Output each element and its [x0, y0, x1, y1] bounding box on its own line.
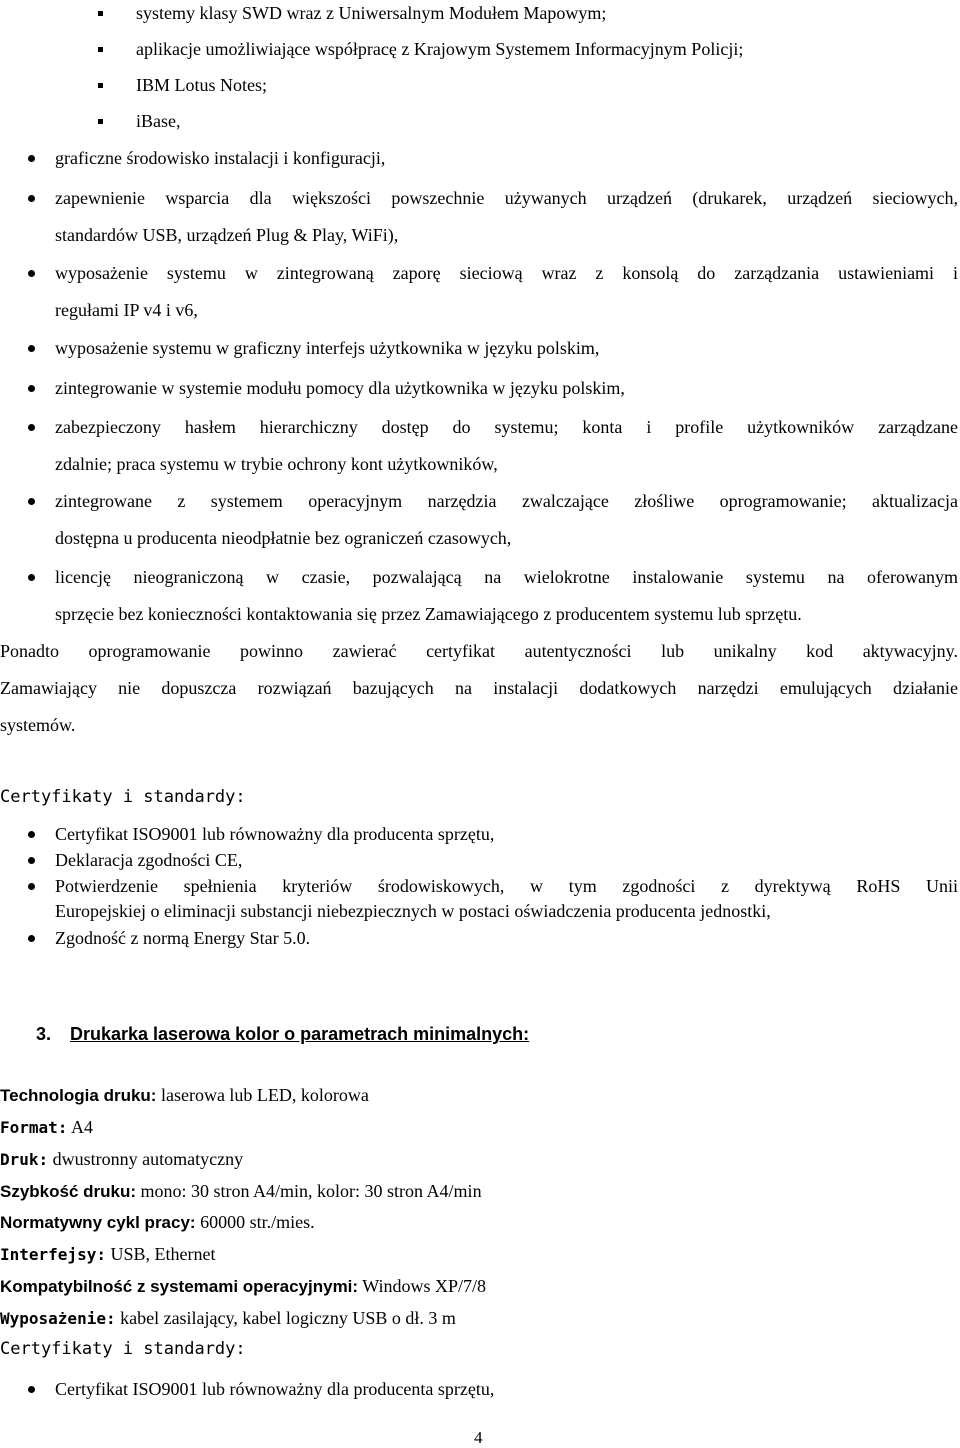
- list-item-text: Potwierdzenie spełnienia kryteriów środowiskowych, w tym zgodności z dyrektywą RoHS Unii: [55, 876, 958, 896]
- list-item-text: zintegrowane z systemem operacyjnym narzędzia zwalczające złośliwe oprogramowanie; aktualizacja: [55, 491, 958, 511]
- paragraph: [0, 640, 958, 751]
- bullet-icon: [28, 857, 35, 864]
- cert-heading: Certyfikaty i standardy:: [0, 787, 246, 807]
- list-item-text: regułami IP v4 i v6,: [55, 300, 198, 320]
- list-item-text: sprzęcie bez konieczności kontaktowania się przez Zamawiającego z producentem systemu lub sprzętu.: [55, 604, 802, 624]
- spec-key: Format:: [0, 1118, 68, 1137]
- spec-key: Szybkość druku:: [0, 1182, 137, 1201]
- section-title: Drukarka laserowa kolor o parametrach minimalnych:: [70, 1024, 530, 1044]
- spec-value: dwustronny automatyczny: [48, 1149, 244, 1169]
- list-item-text: Certyfikat ISO9001 lub równoważny dla producenta sprzętu,: [55, 824, 495, 844]
- bullet-icon: [28, 270, 35, 277]
- list-item-text: Europejskiej o eliminacji substancji niebezpiecznych w postaci oświadczenia producenta jednostki,: [55, 901, 771, 921]
- list-item-text: graficzne środowisko instalacji i konfiguracji,: [55, 148, 386, 168]
- section-heading: [36, 1024, 529, 1045]
- section-number: 3.: [36, 1024, 52, 1044]
- bullet-icon: [28, 883, 35, 890]
- bullet-icon: [28, 935, 35, 942]
- spec-value: laserowa lub LED, kolorowa: [156, 1085, 369, 1105]
- square-bullet-icon: [98, 47, 103, 52]
- list-item-text: zapewnienie wsparcia dla większości powszechnie używanych urządzeń (drukarek, urządzeń sieciowych,: [55, 188, 958, 208]
- spec-row: [0, 1243, 215, 1266]
- list-item-text: dostępna u producenta nieodpłatnie bez ograniczeń czasowych,: [55, 528, 512, 548]
- bullet-icon: [28, 424, 35, 431]
- spec-row: [0, 1307, 456, 1330]
- list-item-text: zdalnie; praca systemu w trybie ochrony kont użytkowników,: [55, 454, 498, 474]
- list-item-text: zintegrowanie w systemie modułu pomocy dla użytkownika w języku polskim,: [55, 378, 625, 398]
- list-item-text: standardów USB, urządzeń Plug & Play, WiFi),: [55, 225, 399, 245]
- list-item-text: licencję nieograniczoną w czasie, pozwalającą na wielokrotne instalowanie systemu na oferowanym: [55, 567, 958, 587]
- bullet-icon: [28, 155, 35, 162]
- spec-value: A4: [67, 1117, 93, 1137]
- cert-heading: Certyfikaty i standardy:: [0, 1339, 246, 1359]
- bullet-icon: [28, 345, 35, 352]
- list-item-text: IBM Lotus Notes;: [136, 75, 268, 95]
- list-item-text: systemy klasy SWD wraz z Uniwersalnym Modułem Mapowym;: [136, 3, 607, 23]
- bullet-icon: [28, 385, 35, 392]
- spec-row: [0, 1084, 369, 1107]
- bullet-icon: [28, 574, 35, 581]
- spec-value: Windows XP/7/8: [358, 1276, 487, 1296]
- spec-value: 60000 str./mies.: [195, 1212, 315, 1232]
- paragraph-line: Ponadto oprogramowanie powinno zawierać certyfikat autentyczności lub unikalny kod aktywacyjny.: [0, 641, 958, 661]
- spec-key: Druk:: [0, 1150, 49, 1169]
- page-number: 4: [474, 1428, 483, 1447]
- spec-row: [0, 1116, 93, 1139]
- spec-value: mono: 30 stron A4/min, kolor: 30 stron A4/min: [136, 1181, 482, 1201]
- spec-key: Technologia druku:: [0, 1086, 157, 1105]
- bullet-icon: [28, 831, 35, 838]
- spec-key: Interfejsy:: [0, 1245, 106, 1264]
- spec-key: Normatywny cykl pracy:: [0, 1213, 196, 1232]
- square-bullet-icon: [98, 11, 103, 16]
- spec-row: [0, 1275, 486, 1298]
- spec-row: [0, 1180, 482, 1203]
- spec-value: kabel zasilający, kabel logiczny USB o dł. 3 m: [115, 1308, 456, 1328]
- bullet-icon: [28, 498, 35, 505]
- square-bullet-icon: [98, 119, 103, 124]
- spec-key: Wyposażenie:: [0, 1309, 116, 1328]
- spec-value: USB, Ethernet: [105, 1244, 216, 1264]
- bullet-icon: [28, 1386, 35, 1393]
- list-item-text: zabezpieczony hasłem hierarchiczny dostęp do systemu; konta i profile użytkowników zarządzane: [55, 417, 958, 437]
- list-item-text: aplikacje umożliwiające współpracę z Krajowym Systemem Informacyjnym Policji;: [136, 39, 744, 59]
- paragraph-line: Zamawiający nie dopuszcza rozwiązań bazujących na instalacji dodatkowych narzędzi emulujących działanie: [0, 678, 958, 698]
- spec-row: [0, 1211, 315, 1234]
- list-item-text: Deklaracja zgodności CE,: [55, 850, 243, 870]
- list-item-text: Certyfikat ISO9001 lub równoważny dla producenta sprzętu,: [55, 1379, 495, 1399]
- spec-key: Kompatybilność z systemami operacyjnymi:: [0, 1277, 359, 1296]
- list-item-text: Zgodność z normą Energy Star 5.0.: [55, 928, 311, 948]
- paragraph-line: systemów.: [0, 715, 76, 735]
- square-bullet-icon: [98, 83, 103, 88]
- bullet-icon: [28, 195, 35, 202]
- list-item-text: iBase,: [136, 111, 181, 131]
- spec-row: [0, 1148, 243, 1171]
- list-item-text: wyposażenie systemu w zintegrowaną zaporę sieciową wraz z konsolą do zarządzania ustawieniami i: [55, 263, 958, 283]
- list-item-text: wyposażenie systemu w graficzny interfejs użytkownika w języku polskim,: [55, 338, 600, 358]
